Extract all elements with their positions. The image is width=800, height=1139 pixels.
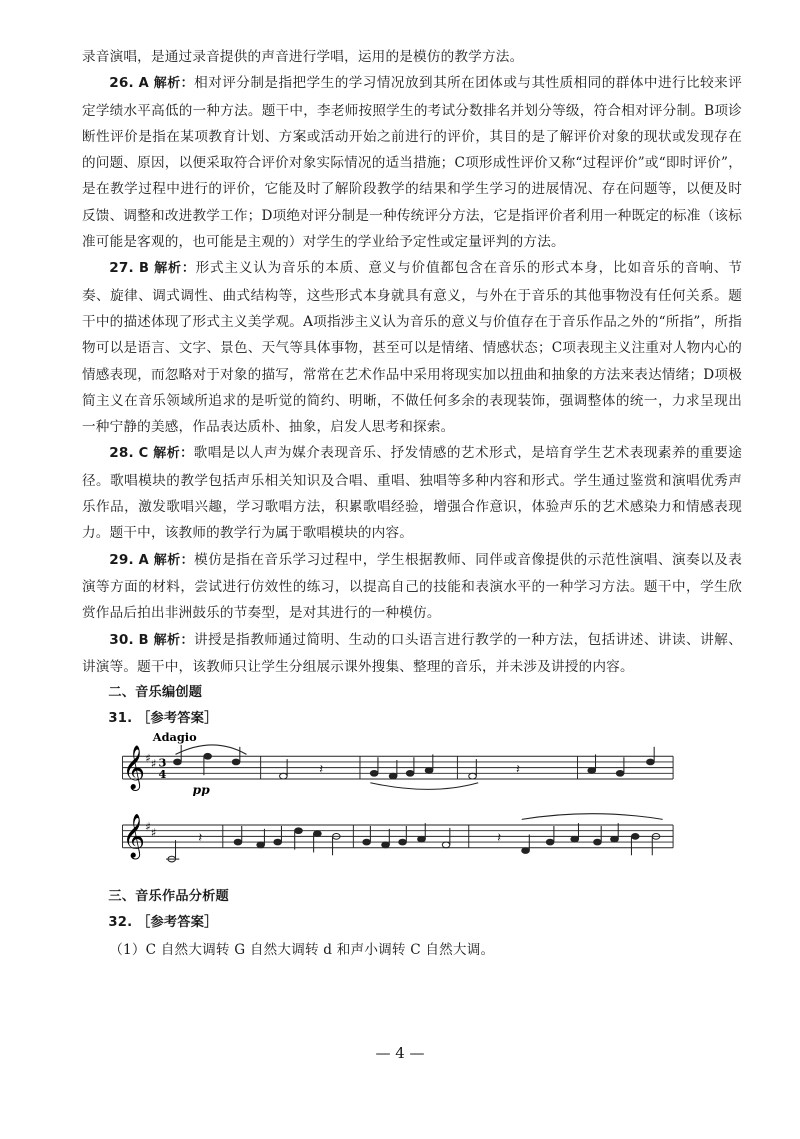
analysis-label: 解析 bbox=[153, 632, 181, 648]
answer-key: A bbox=[138, 552, 149, 568]
answer-key: A bbox=[138, 76, 149, 92]
time-signature-top: 3 bbox=[158, 755, 167, 770]
answer-key: C bbox=[138, 446, 149, 462]
answer-number: 26. bbox=[109, 75, 134, 92]
answer-32-line-1: （1）C 自然大调转 G 自然大调转 d 和声小调转 C 自然大调。 bbox=[109, 941, 495, 958]
time-signature-bottom: 4 bbox=[158, 767, 167, 782]
section-title-analysis: 三、音乐作品分析题 bbox=[108, 889, 229, 904]
music-staff-2 bbox=[92, 808, 732, 878]
answer-key: B bbox=[139, 261, 150, 277]
analysis-text: 讲授是指教师通过简明、生动的口头语言进行教学的一种方法，包括讲述、讲读、讲解、讲演等。题干中，该教师只让学生分组展示课外搜集、整理的音乐，并未涉及讲授的内容。 bbox=[82, 631, 743, 675]
question-31-header: 31. ［参考答案］ bbox=[108, 711, 218, 727]
tempo-marking: Adagio bbox=[152, 730, 197, 745]
analysis-text: 模仿是指在音乐学习过程中，学生根据教师、同伴或音像提供的示范性演唱、演奏以及表演等方面的材料，尝试进行仿效性的练习，以提高自己的技能和表演水平的一种学习方法。题干中，学生欣赏作品后拍出非洲鼓乐的节奏型，是对其进行的一种模仿。 bbox=[82, 551, 743, 622]
sharp-icon: ♯ bbox=[150, 756, 157, 771]
answer-30: 30. B 解析：讲授是指教师通过简明、生动的口头语言进行教学的一种方法，包括讲述、讲读、讲解、讲演等。题干中，该教师只让学生分组展示课外搜集、整理的音乐，并未涉及讲授的内容。 bbox=[82, 631, 743, 675]
sharp-icon: ♯ bbox=[150, 825, 157, 840]
answer-29: 29. A 解析：模仿是指在音乐学习过程中，学生根据教师、同伴或音像提供的示范性演唱、演奏以及表演等方面的材料，尝试进行仿效性的练习，以提高自己的技能和表演水平的一种学习方法。题干中，学生欣赏作品后拍出非洲鼓乐的节奏型，是对其进行的一种模仿。 bbox=[82, 551, 743, 622]
answer-number: 29. bbox=[109, 551, 134, 568]
answer-key: B bbox=[138, 632, 149, 648]
analysis-text: 歌唱是以人声为媒介表现音乐、抒发情感的艺术形式，是培育学生艺术表现素养的重要途径。歌唱模块的教学包括声乐相关知识及合唱、重唱、独唱等多种内容和形式。学生通过鉴赏和演唱优秀声乐作品，激发歌唱兴趣，学习歌唱方法，积累歌唱经验，增强合作意识，体验声乐的艺术感染力和情感表现力。题干中，该教师的教学行为属于歌唱模块的内容。 bbox=[82, 445, 742, 542]
question-32-header: 32. ［参考答案］ bbox=[108, 915, 218, 931]
analysis-label: 解析 bbox=[153, 76, 181, 92]
answer-number: 28. bbox=[109, 445, 134, 462]
answer-number: 27. bbox=[109, 260, 134, 277]
treble-clef-icon: 𝄞 bbox=[122, 744, 145, 789]
svg-text:𝄽: 𝄽 bbox=[198, 831, 203, 847]
page-number: — 4 — bbox=[375, 1044, 425, 1062]
answer-28: 28. C 解析：歌唱是以人声为媒介表现音乐、抒发情感的艺术形式，是培育学生艺术表现素养的重要途径。歌唱模块的教学包括声乐相关知识及合唱、重唱、独唱等多种内容和形式。学生通过鉴赏和演唱优秀声乐作品，激发歌唱兴趣，学习歌唱方法，积累歌唱经验，增强合作意识，体验声乐的艺术感染力和情感表现力。题干中，该教师的教学行为属于歌唱模块的内容。 bbox=[82, 445, 742, 542]
analysis-text: 形式主义认为音乐的本质、意义与价值都包含在音乐的形式本身，比如音乐的音响、节奏、旋律、调式调性、曲式结构等，这些形式本身就具有意义，与外在于音乐的其他事物没有任何关系。题干中的描述体现了形式主义美学观。A项指涉主义认为音乐的意义与价值存在于音乐作品之外的“所指”，所指物可以是语言、文字、景色、天气等具体事物，甚至可以是情绪、情感状态；C项表现主义注重对人物内心的情感表现，而忽略对于对象的描写，常常在艺术作品中采用将现实加以扭曲和抽象的方法来表达情绪；D项极简主义在音乐领域所追求的是听觉的简约、明晰，不做任何多余的表现装饰，强调整体的统一，力求呈现出一种宁静的美感，作品表达质朴、抽象，启发人思考和探索。 bbox=[82, 260, 742, 436]
answer-27: 27. B 解析：形式主义认为音乐的本质、意义与价值都包含在音乐的形式本身，比如音乐的音响、节奏、旋律、调式调性、曲式结构等，这些形式本身就具有意义，与外在于音乐的其他事物没有任何关系。题干中的描述体现了形式主义美学观。A项指涉主义认为音乐的意义与价值存在于音乐作品之外的“所指”，所指物可以是语言、文字、景色、天气等具体事物，甚至可以是情绪、情感状态；C项表现主义注重对人物内心的情感表现，而忽略对于对象的描写，常常在艺术作品中采用将现实加以扭曲和抽象的方法来表达情绪；D项极简主义在音乐领域所追求的是听觉的简约、明晰，不做任何多余的表现装饰，强调整体的统一，力求呈现出一种宁静的美感，作品表达质朴、抽象，启发人思考和探索。 bbox=[82, 260, 742, 436]
svg-text:𝄽: 𝄽 bbox=[319, 762, 324, 778]
analysis-label: 解析 bbox=[154, 261, 182, 277]
page-content-lower bbox=[82, 884, 742, 963]
analysis-label: 解析 bbox=[153, 552, 181, 568]
svg-text:𝄽: 𝄽 bbox=[516, 762, 521, 778]
dynamic-marking: pp bbox=[192, 782, 210, 796]
sharp-icon: ♯ bbox=[145, 750, 151, 765]
section-title-composition: 二、音乐编创题 bbox=[108, 685, 203, 701]
answer-number: 30. bbox=[109, 631, 134, 648]
music-staff-1 bbox=[92, 726, 732, 796]
page-content bbox=[82, 44, 742, 733]
svg-text:𝄽: 𝄽 bbox=[497, 831, 502, 847]
sharp-icon: ♯ bbox=[145, 819, 151, 834]
answer-26: 26. A 解析：相对评分制是指把学生的学习情况放到其所在团体或与其性质相同的群体中进行比较来评定学绩水平高低的一种方法。题干中，李老师按照学生的考试分数排名并划分等级，符合相对评分制。B项诊断性评价是指在某项教育计划、方案或活动开始之前进行的评价，其目的是了解评价对象的现状或发现存在的问题、原因，以便采取符合评价对象实际情况的适当措施；C项形成性评价又称“过程评价”或“即时评价”，是在教学过程中进行的评价，它能及时了解阶段教学的结果和学生学习的进展情况、存在问题等，以便及时反馈、调整和改进教学工作；D项绝对评分制是一种传统评分方法，它是指评价者利用一种既定的标准（该标准可能是客观的，也可能是主观的）对学生的学业给予定性或定量评判的方法。 bbox=[82, 75, 743, 251]
treble-clef-icon: 𝄞 bbox=[122, 813, 145, 858]
paragraph-intro: 录音演唱，是通过录音提供的声音进行学唱，运用的是模仿的教学方法。 bbox=[82, 49, 524, 65]
analysis-label: 解析 bbox=[153, 446, 181, 462]
analysis-text: 相对评分制是指把学生的学习情况放到其所在团体或与其性质相同的群体中进行比较来评定学绩水平高低的一种方法。题干中，李老师按照学生的考试分数排名并划分等级，符合相对评分制。B项诊断性评价是指在某项教育计划、方案或活动开始之前进行的评价，其目的是了解评价对象的现状或发现存在的问题、原因，以便采取符合评价对象实际情况的适当措施；C项形成性评价又称“过程评价”或“即时评价”，是在教学过程中进行的评价，它能及时了解阶段教学的结果和学生学习的进展情况、存在问题等，以便及时反馈、调整和改进教学工作；D项绝对评分制是一种传统评分方法，它是指评价者利用一种既定的标准（该标准可能是客观的，也可能是主观的）对学生的学业给予定性或定量评判的方法。 bbox=[82, 75, 743, 251]
notes-group bbox=[166, 814, 663, 862]
